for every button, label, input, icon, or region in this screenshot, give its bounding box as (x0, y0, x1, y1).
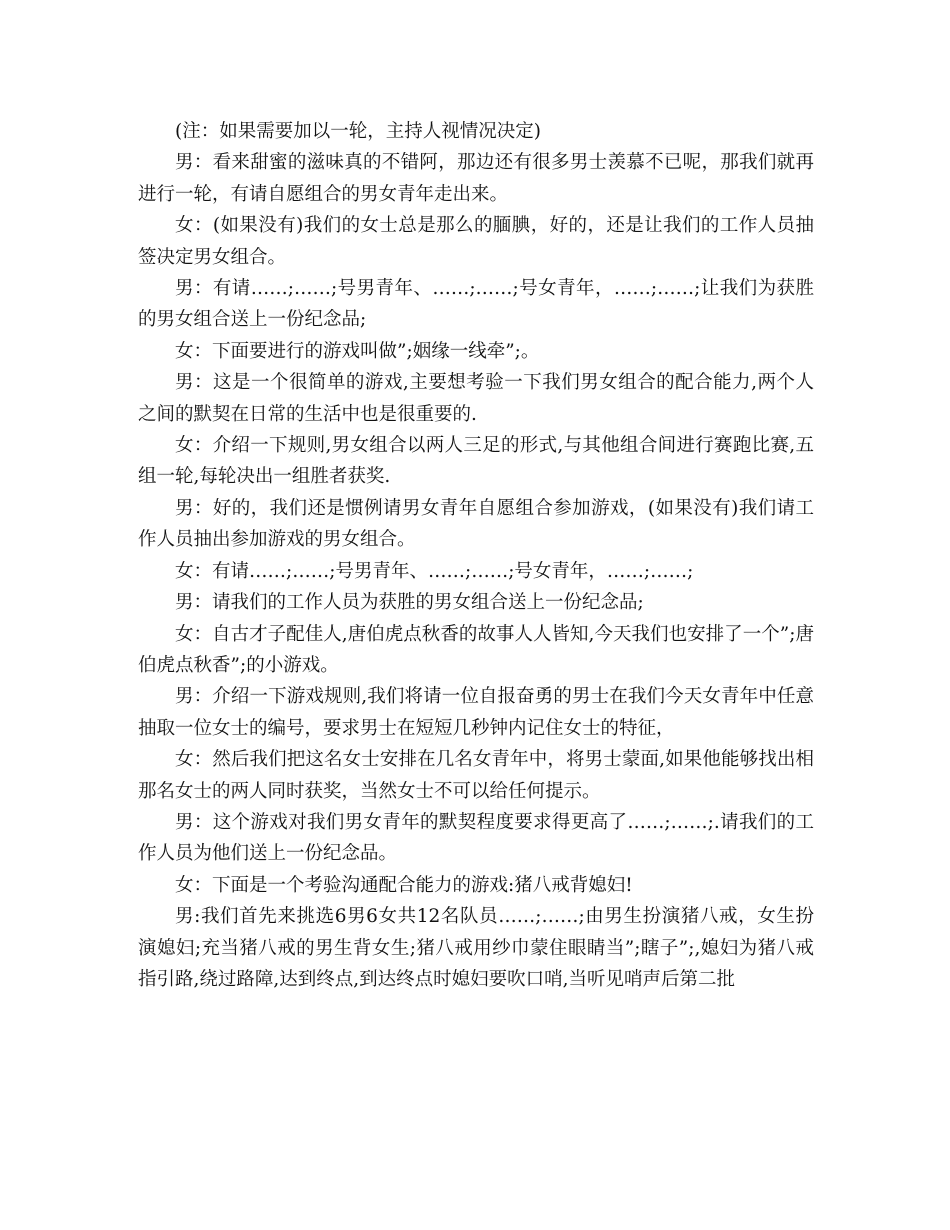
paragraph: 女：下面要进行的游戏叫做”;姻缘一线牵”;。 (175, 340, 540, 362)
paragraph: 男：这个游戏对我们男女青年的默契程度要求得更高了……;……;.请我们的工作人员为他们送上一份纪念品。 (138, 811, 814, 865)
document-body (138, 116, 814, 995)
paragraph: 女：然后我们把这名女士安排在几名女青年中，将男士蒙面,如果他能够找出相那名女士的两人同时获奖，当然女士不可以给任何提示。 (138, 749, 814, 802)
paragraph: 男:我们首先来挑选6男6女共12名队员……;……;由男生扮演猪八戒，女生扮演媳妇;充当猪八戒的男生背女生;猪八戒用纱巾蒙住眼睛当”;瞎子”;,媳妇为猪八戒指引路,绕过路障,达到终点,到达终点时媳妇要吹口哨,当听见哨声后第二批 (138, 906, 814, 990)
paragraph: 男：有请……;……;号男青年、……;……;号女青年，……;……;让我们为获胜的男女组合送上一份纪念品; (138, 278, 814, 331)
paragraph: 男：看来甜蜜的滋味真的不错阿，那边还有很多男士羡慕不已呢，那我们就再进行一轮，有请自愿组合的男女青年走出来。 (138, 152, 814, 205)
paragraph: 男：请我们的工作人员为获胜的男女组合送上一份纪念品; (175, 592, 644, 614)
paragraph: 女：自古才子配佳人,唐伯虎点秋香的故事人人皆知,今天我们也安排了一个”;唐伯虎点秋香”;的小游戏。 (138, 623, 814, 676)
paragraph: 男：好的，我们还是惯例请男女青年自愿组合参加游戏，(如果没有)我们请工作人员抽出参加游戏的男女组合。 (138, 497, 814, 551)
paragraph: 男：介绍一下游戏规则,我们将请一位自报奋勇的男士在我们今天女青年中任意抽取一位女士的编号，要求男士在短短几秒钟内记住女士的特征， (138, 686, 814, 739)
paragraph-note: (注：如果需要加以一轮，主持人视情况决定) (175, 121, 541, 142)
paragraph: 女：介绍一下规则,男女组合以两人三足的形式,与其他组合间进行赛跑比赛,五组一轮,每轮决出一组胜者获奖. (138, 435, 814, 488)
paragraph: 女：(如果没有)我们的女士总是那么的腼腆，好的，还是让我们的工作人员抽签决定男女组合。 (138, 215, 814, 268)
paragraph: 女：有请……;……;号男青年、……;……;号女青年，……;……; (175, 560, 694, 582)
paragraph: 女：下面是一个考验沟通配合能力的游戏:猪八戒背媳妇! (175, 874, 633, 896)
paragraph: 男：这是一个很简单的游戏,主要想考验一下我们男女组合的配合能力,两个人之间的默契在日常的生活中也是很重要的. (138, 372, 814, 425)
